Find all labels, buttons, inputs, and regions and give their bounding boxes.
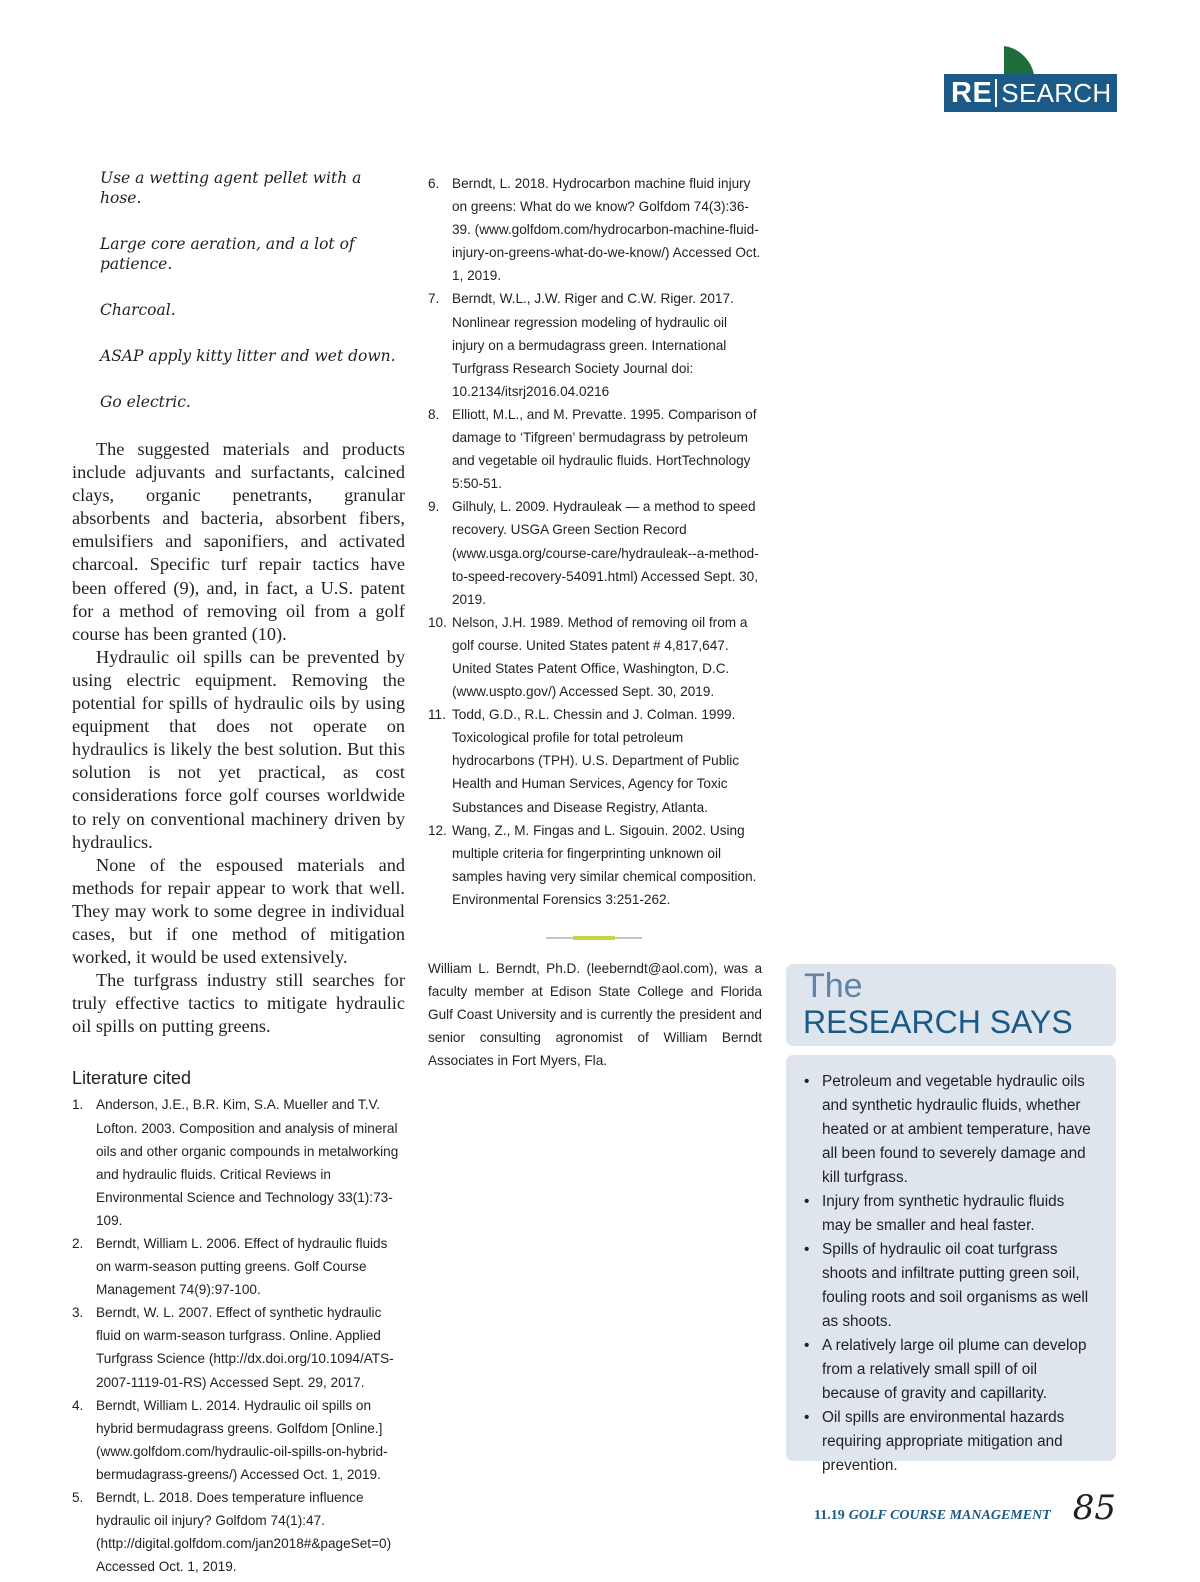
reference-text: Nelson, J.H. 1989. Method of removing oil from a golf course. United States patent # 4,817,647. United States Patent Office, Washington, D.C. (www.uspto.gov/) Accessed Sept. 30, 2019. [452, 614, 748, 700]
reference-item [428, 703, 762, 818]
reference-item [428, 172, 762, 287]
reference-number: 1. [72, 1097, 84, 1113]
sidebar-bullet [804, 1334, 1096, 1406]
reference-item [428, 819, 762, 911]
sidebar-bullet [804, 1238, 1096, 1334]
suggestion-line: ASAP apply kitty litter and wet down. [100, 347, 396, 365]
author-bio: William L. Berndt, Ph.D. (leeberndt@aol.com), was a faculty member at Edison State College and Florida Gulf Coast University and is currently the president and senior consulting agronomist of William Berndt Associates in Fort Myers, Fla. [428, 961, 762, 1069]
reference-text: Wang, Z., M. Fingas and L. Sigouin. 2002. Using multiple criteria for fingerprinting unknown oil samples having very similar chemical composition. Environmental Forensics 3:251-262. [452, 822, 757, 907]
sidebar-title: RESEARCH SAYS [803, 1004, 1073, 1040]
suggestion-line: Go electric. [100, 393, 191, 411]
reference-number: 4. [72, 1397, 84, 1413]
logo-search-text: SEARCH [1001, 77, 1112, 108]
reference-item [72, 1394, 405, 1486]
sidebar-bullet-text: Oil spills are environmental hazards requiring appropriate mitigation and prevention. [822, 1409, 1065, 1474]
fin-icon [1002, 46, 1034, 74]
sidebar-bullet-text: A relatively large oil plume can develop from a relatively small spill of oil because of gravity and capillarity. [822, 1337, 1087, 1402]
reference-text: Todd, G.D., R.L. Chessin and J. Colman. 1999. Toxicological profile for total petroleum hydrocarbons (TPH). U.S. Department of Public Health and Human Services, Agency for Toxic Substances and Disease Registry, Atlanta. [452, 707, 740, 815]
sidebar-bullet-text: Petroleum and vegetable hydraulic oils and synthetic hydraulic fluids, whether heated or at ambient temperature, have all been found to severely damage and kill turfgrass. [822, 1073, 1091, 1186]
page-number: 85 [1072, 1488, 1116, 1528]
reference-item [72, 1301, 405, 1393]
reference-number: 6. [428, 176, 440, 191]
body-paragraph: The suggested materials and products include adjuvants and surfactants, calcined clays, organic penetrants, granular absorbents and bacteria, absorbent fibers, emulsifiers and saponifiers, and activated charcoal. Specific turf repair tactics have been offered (9), and, in fact, a U.S. patent for a method of removing oil from a golf course has been granted (10). [72, 439, 405, 644]
body-paragraph: None of the espoused materials and methods for repair appear to work that well. They may work to some degree in individual cases, but if one method of mitigation worked, it would be used extensively. [72, 854, 405, 968]
reference-text: Berndt, W.L., J.W. Riger and C.W. Riger. 2017. Nonlinear regression modeling of hydraulic oil injury on a bermudagrass green. International Turfgrass Research Society Journal doi: 10.2134/itsrj2016.04.0216 [452, 291, 734, 399]
reference-text: Anderson, J.E., B.R. Kim, S.A. Mueller and T.V. Lofton. 2003. Composition and analysis of mineral oils and other organic compounds in metalworking and hydraulic fluids. Critical Reviews in Environmental Science and Technology 33(1):73-109. [96, 1097, 399, 1228]
sidebar-bullet-text: Injury from synthetic hydraulic fluids may be smaller and heal faster. [822, 1193, 1065, 1234]
bullet-icon: • [804, 1409, 810, 1426]
reference-number: 11. [428, 707, 446, 723]
reference-item [428, 495, 762, 610]
bullet-icon: • [804, 1241, 810, 1258]
reference-item [428, 403, 762, 495]
reference-number: 10. [428, 614, 447, 630]
body-paragraph: The turfgrass industry still searches for truly effective tactics to mitigate hydraulic oil spills on putting greens. [72, 970, 405, 1037]
column-middle [428, 172, 762, 1072]
sidebar-bullet-list [786, 1055, 1116, 1478]
logo-bar [944, 74, 1117, 112]
research-logo [944, 46, 1117, 112]
reference-item [428, 287, 762, 402]
column-left [72, 168, 405, 1578]
suggestion-list [100, 168, 405, 412]
sidebar-bullet-text: Spills of hydraulic oil coat turfgrass shoots and infiltrate putting green soil, fouling roots and soil organisms as well as shoots. [822, 1241, 1089, 1330]
page-footer [814, 1488, 1116, 1528]
literature-heading: Literature cited [72, 1068, 192, 1089]
section-divider [428, 937, 762, 939]
suggestion-line: Charcoal. [100, 301, 176, 319]
reference-item [72, 1486, 405, 1578]
reference-text: Gilhuly, L. 2009. Hydrauleak — a method to speed recovery. USGA Green Section Record (www.usga.org/course-care/hydrauleak--a-method-to-speed-recovery-54091.html) Accessed Sept. 30, 2019. [452, 499, 759, 607]
bullet-icon: • [804, 1337, 810, 1354]
bullet-icon: • [804, 1073, 810, 1090]
reference-list-part1 [72, 1093, 405, 1578]
sidebar-bullet [804, 1406, 1096, 1478]
logo-re-text: RE [951, 76, 993, 109]
reference-text: Elliott, M.L., and M. Prevatte. 1995. Comparison of damage to ‘Tifgreen’ bermudagrass by petroleum and vegetable oil hydraulic fluids. HortTechnology 5:50-51. [452, 406, 757, 492]
reference-item [72, 1232, 405, 1301]
reference-text: Berndt, W. L. 2007. Effect of synthetic hydraulic fluid on warm-season turfgrass. Online. Applied Turfgrass Science (http://dx.doi.org/10.1094/ATS-2007-1119-01-RS) Accessed Sept. 29, 2017. [96, 1305, 394, 1390]
body-paragraph: Hydraulic oil spills can be prevented by using electric equipment. Removing the potential for spills of hydraulic oils by using equipment that does not operate on hydraulics is likely the best solution. But this solution is not yet practical, as cost considerations force golf courses worldwide to rely on conventional machinery driven by hydraulics. [72, 646, 405, 852]
reference-number: 7. [428, 291, 440, 307]
reference-number: 9. [428, 499, 440, 515]
suggestion-line: Large core aeration, and a lot of patience. [100, 235, 355, 273]
reference-number: 2. [72, 1236, 84, 1251]
sidebar-the: The [804, 967, 863, 1005]
reference-number: 3. [72, 1305, 84, 1321]
reference-number: 5. [72, 1490, 84, 1506]
reference-item [72, 1093, 405, 1232]
reference-number: 8. [428, 406, 440, 422]
reference-text: Berndt, L. 2018. Hydrocarbon machine fluid injury on greens: What do we know? Golfdom 74(3):36-39. (www.golfdom.com/hydrocarbon-machine-fluid-injury-on-greens-what-do-we-know/) Accessed Oct. 1, 2019. [452, 176, 761, 284]
sidebar-bullet [804, 1190, 1096, 1238]
sidebar-bullet [804, 1070, 1096, 1190]
divider-accent [573, 936, 615, 940]
logo-divider [995, 79, 997, 107]
suggestion-line: Use a wetting agent pellet with a hose. [100, 169, 362, 207]
reference-list-part2 [428, 172, 762, 911]
reference-item [428, 611, 762, 703]
sidebar-box [786, 1055, 1116, 1474]
bullet-icon: • [804, 1193, 810, 1210]
sidebar-header [786, 964, 1116, 1046]
reference-number: 12. [428, 822, 447, 838]
reference-text: Berndt, L. 2018. Does temperature influence hydraulic oil injury? Golfdom 74(1):47. (http://digital.golfdom.com/jan2018#&pageSet=0) Accessed Oct. 1, 2019. [96, 1490, 392, 1575]
reference-text: Berndt, William L. 2014. Hydraulic oil spills on hybrid bermudagrass greens. Golfdom [Online.] (www.golfdom.com/hydraulic-oil-spills-on-hybrid-bermudagrass-greens/) Accessed Oct. 1, 2019. [96, 1397, 388, 1482]
issue-date: 11.19 [813, 1508, 845, 1523]
magazine-name: GOLF COURSE MANAGEMENT [848, 1508, 1051, 1523]
reference-text: Berndt, William L. 2006. Effect of hydraulic fluids on warm-season putting greens. Golf Course Management 74(9):97-100. [96, 1236, 388, 1298]
